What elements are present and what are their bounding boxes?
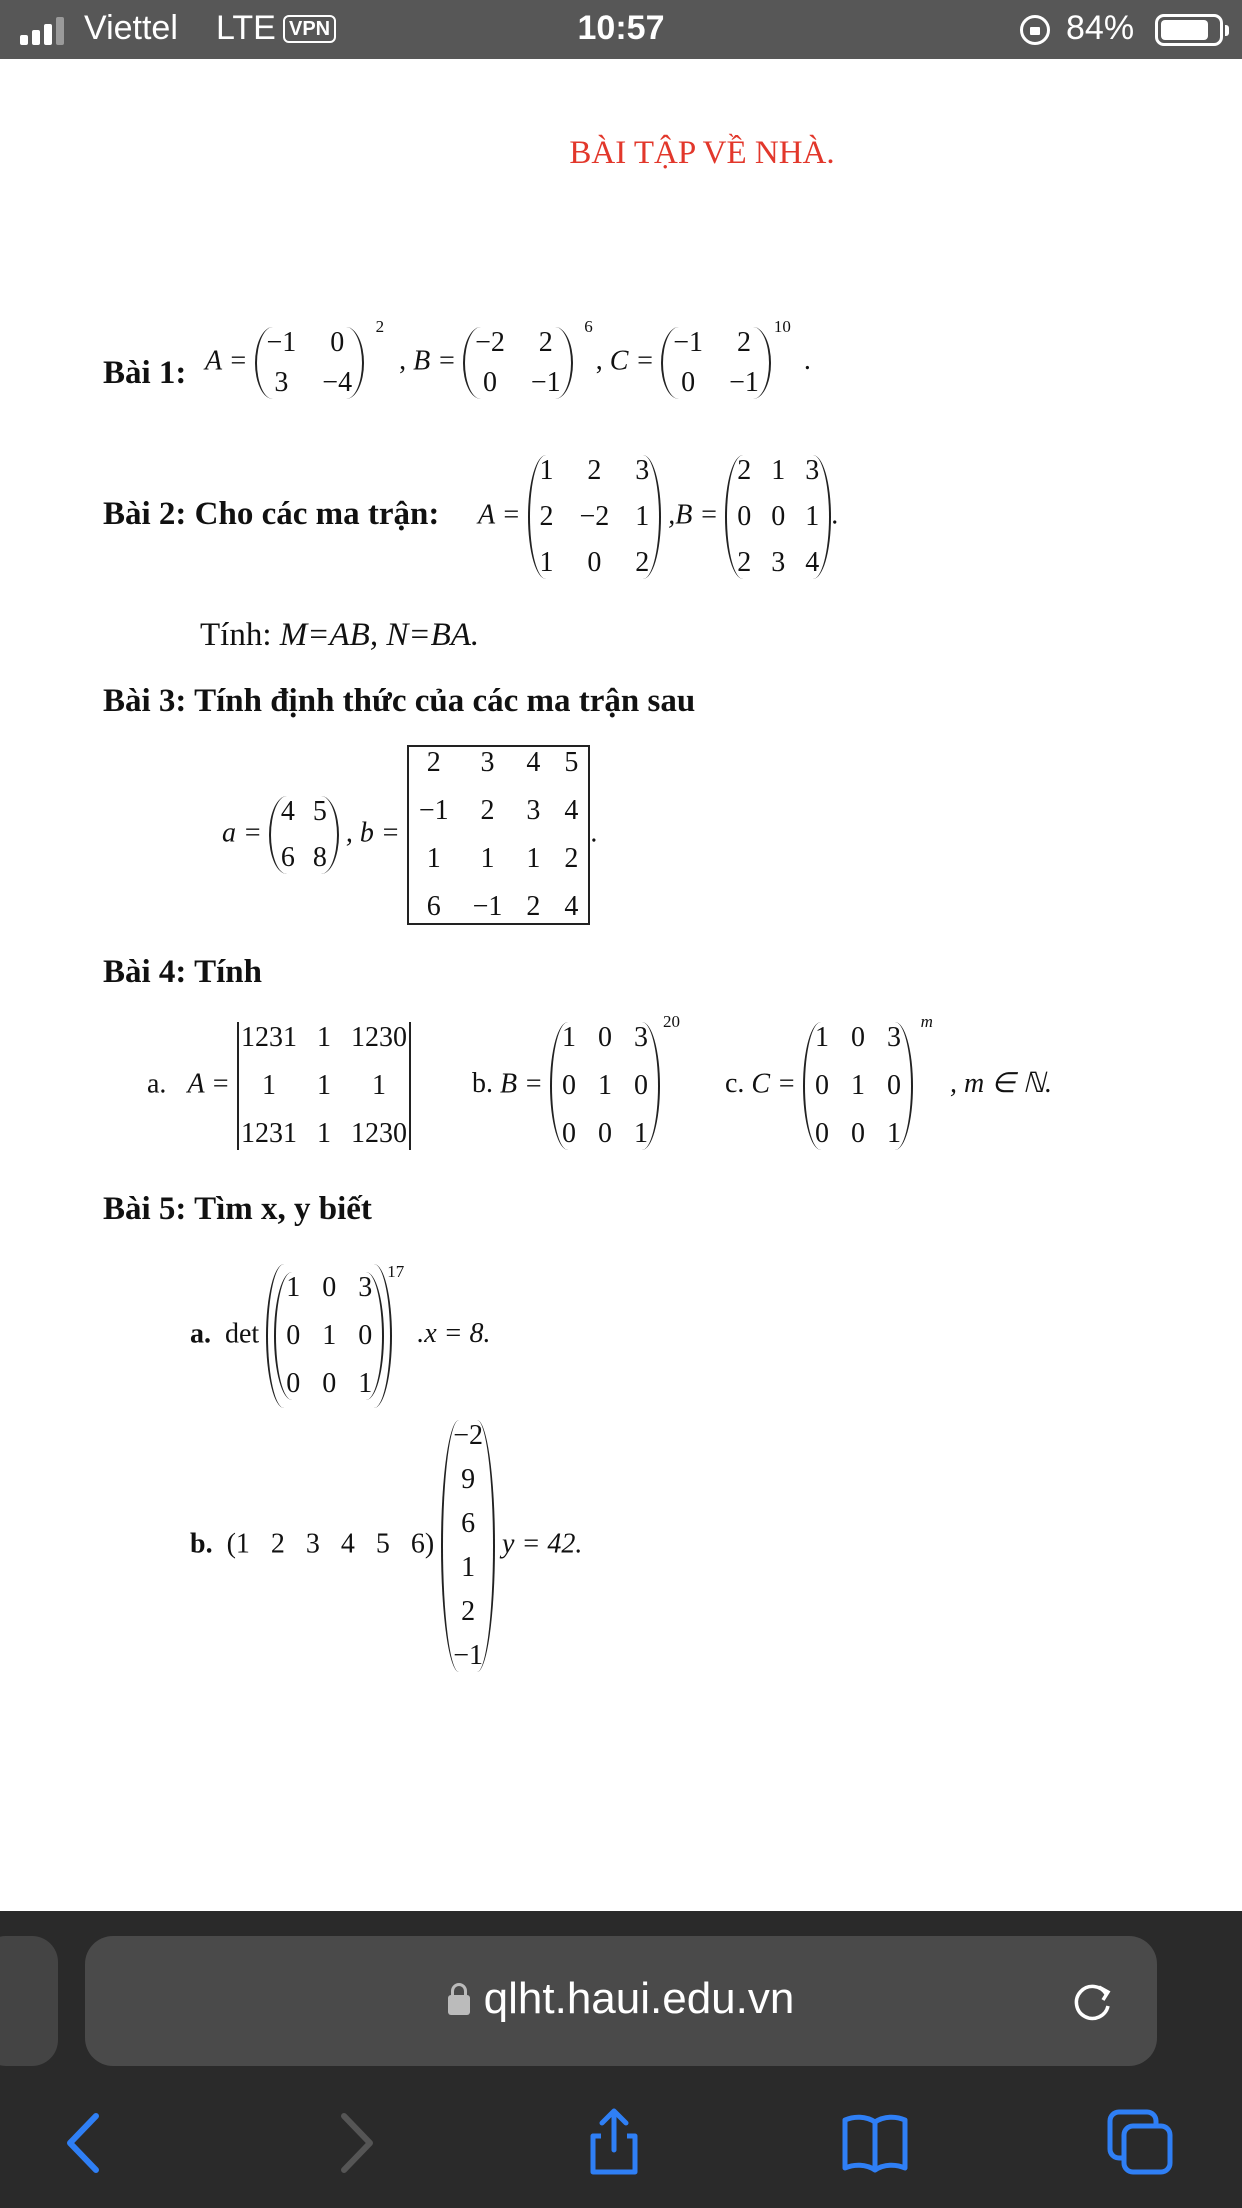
bai3-label: Bài 3: Tính định thức của các ma trận sau bbox=[103, 683, 696, 719]
bai3-expr: a = 4 5 6 8 , b = 2 3 4 5 −1 2 3 4 1 1 1 2 6 −1 2 4 . bbox=[222, 745, 597, 925]
browser-toolbar bbox=[0, 1911, 1242, 2208]
matrix-A2: 1 2 3 2 −2 1 1 0 2 bbox=[528, 455, 662, 579]
bai5-x: .x = 8. bbox=[417, 1318, 491, 1350]
row-vector: (1 2 3 4 5 6) bbox=[226, 1528, 435, 1560]
bai2-formula: M=AB, N=BA. bbox=[279, 617, 480, 653]
matrix-a: 4 5 6 8 bbox=[269, 796, 339, 874]
outer-paren bbox=[266, 1262, 405, 1408]
previous-tab[interactable] bbox=[0, 1936, 58, 2066]
bai1-C: C = bbox=[609, 345, 655, 377]
vpn-badge: VPN bbox=[283, 15, 336, 43]
exp-A: 2 bbox=[375, 317, 385, 336]
matrix-C4: 1 0 3 0 1 0 0 0 1 m bbox=[803, 1022, 913, 1150]
bai5-a: a. bbox=[190, 1318, 211, 1350]
document bbox=[0, 59, 1242, 1911]
bai3-b: , b = bbox=[345, 817, 400, 849]
exp-C4: m bbox=[920, 1012, 933, 1031]
battery-percent: 84% bbox=[1066, 9, 1135, 47]
tabs-icon[interactable] bbox=[1106, 2106, 1176, 2176]
bai5b-expr bbox=[190, 1420, 582, 1672]
bai5-b: b. bbox=[190, 1528, 213, 1560]
matrix-C: −1 2 0 −1 10 bbox=[661, 327, 771, 399]
determinant-A: 1231 1 1230 1 1 1 1231 1 1230 bbox=[237, 1022, 411, 1150]
bai5a-expr bbox=[190, 1264, 491, 1408]
bai2-expr: A = 1 2 3 2 −2 1 1 0 2 ,B = 2 1 3 0 0 1 2 3 4 . bbox=[478, 455, 839, 578]
bai4-c: c. bbox=[724, 1068, 745, 1100]
address-bar[interactable] bbox=[85, 1936, 1157, 2066]
matrix-5a: 1 0 3 0 1 0 0 0 1 17 bbox=[274, 1272, 384, 1400]
bai1-expr: A = −1 0 3 −4 2 , B = −2 2 0 −1 6 , C = −1 2 0 −1 10 . bbox=[205, 317, 811, 398]
bai4-b: b. bbox=[471, 1068, 493, 1100]
matrix-A: −1 0 3 −4 2 bbox=[255, 327, 365, 399]
rotation-lock-icon bbox=[1020, 15, 1050, 45]
bai5-y: y = 42. bbox=[502, 1528, 583, 1560]
matrix-B: −2 2 0 −1 6 bbox=[463, 327, 573, 399]
status-bar bbox=[0, 0, 1242, 59]
bai4-tail: , m ∈ ℕ. bbox=[949, 1068, 1052, 1100]
network-type: LTE bbox=[216, 9, 276, 47]
bai5-det: det bbox=[225, 1318, 260, 1350]
bai1-B: B = bbox=[413, 345, 457, 377]
bai2-B: ,B = bbox=[668, 499, 719, 531]
bai2-A: A = bbox=[478, 499, 521, 531]
page-title: BÀI TẬP VỀ NHÀ. bbox=[569, 135, 835, 171]
exp-C: 10 bbox=[773, 317, 791, 336]
bai2-label: Bài 2: Cho các ma trận: bbox=[103, 496, 440, 532]
bai1-A: A = bbox=[205, 345, 248, 377]
bai4-B: B = bbox=[499, 1068, 543, 1100]
matrix-B2: 2 1 3 0 0 1 2 3 4 bbox=[725, 455, 831, 579]
url-text: qlht.haui.edu.vn bbox=[483, 1974, 795, 2023]
bai1-label: Bài 1: bbox=[103, 355, 187, 391]
bai5-label: Bài 5: Tìm x, y biết bbox=[103, 1191, 372, 1227]
forward-icon[interactable] bbox=[320, 2106, 390, 2176]
bai4-a: a. bbox=[147, 1068, 167, 1100]
matrix-b: 2 3 4 5 −1 2 3 4 1 1 1 2 6 −1 2 4 bbox=[407, 745, 591, 925]
back-icon[interactable] bbox=[50, 2106, 120, 2176]
exp-B4: 20 bbox=[662, 1012, 680, 1031]
battery-icon bbox=[1155, 14, 1223, 46]
bai3-a: a = bbox=[222, 817, 262, 849]
exp-B: 6 bbox=[584, 317, 593, 336]
bai4-C: C = bbox=[751, 1068, 796, 1100]
clock: 10:57 bbox=[577, 9, 665, 47]
share-icon[interactable] bbox=[579, 2106, 649, 2176]
carrier: Viettel bbox=[84, 9, 178, 47]
lock-icon bbox=[448, 1995, 470, 2015]
bookmarks-icon[interactable] bbox=[840, 2106, 910, 2176]
bai2-tinh: Tính: bbox=[200, 617, 280, 653]
reload-icon[interactable] bbox=[1070, 1978, 1116, 2024]
bai4-expr bbox=[147, 1012, 1052, 1150]
url-display[interactable] bbox=[85, 1974, 1157, 2024]
bai2-task bbox=[200, 617, 479, 654]
matrix-B4: 1 0 3 0 1 0 0 0 1 20 bbox=[550, 1022, 660, 1150]
exp-5a: 17 bbox=[387, 1262, 405, 1281]
bai4-label: Bài 4: Tính bbox=[103, 954, 262, 990]
bai4-A: A = bbox=[187, 1068, 230, 1100]
column-vector: −2 9 6 1 2 −1 bbox=[441, 1420, 495, 1672]
